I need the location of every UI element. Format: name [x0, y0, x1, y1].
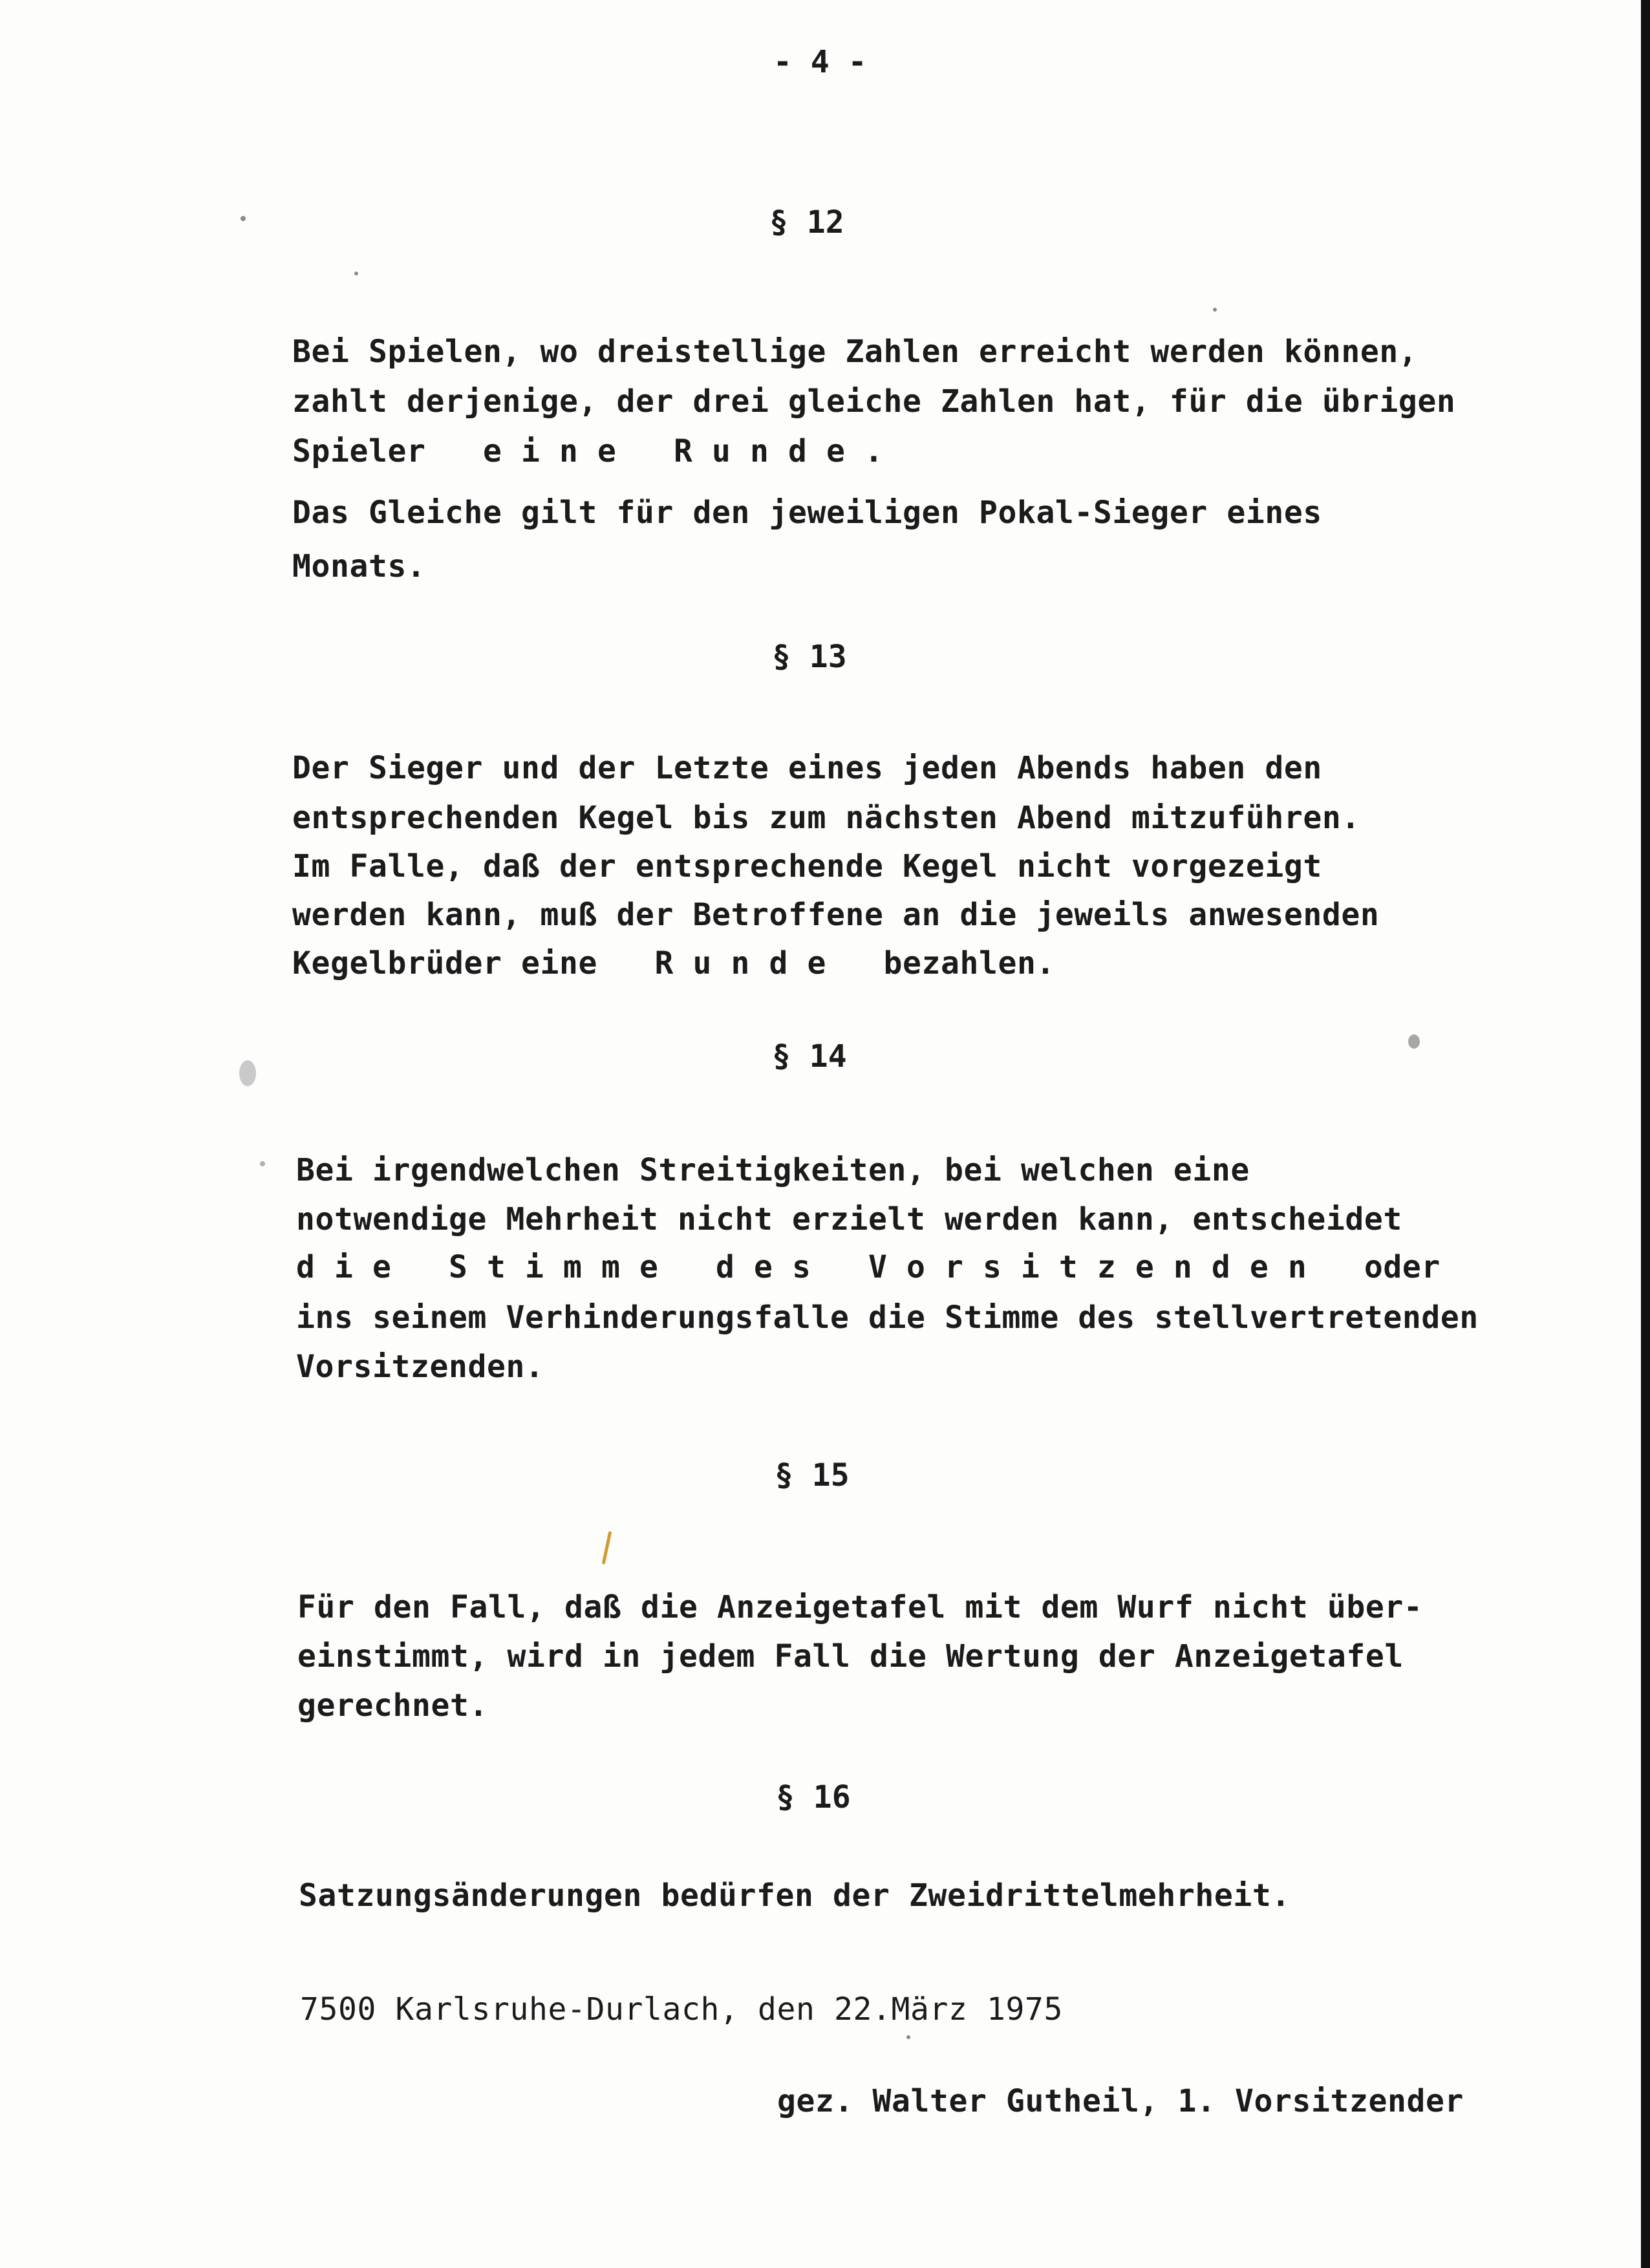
section-15-heading: § 15 — [775, 1457, 850, 1493]
section-14-line-3: d i e S t i m m e d e s V o r s i t z e n d e n oder — [296, 1249, 1441, 1285]
section-13-line-3: Im Falle, daß der entsprechende Kegel nicht vorgezeigt — [292, 848, 1322, 884]
section-13-line-4: werden kann, muß der Betroffene an die jeweils anwesenden — [292, 897, 1380, 933]
scan-speck — [1213, 308, 1217, 312]
section-14-heading: § 14 — [772, 1038, 847, 1075]
section-15-line-3: gerechnet. — [297, 1687, 488, 1724]
section-12-line-2: zahlt derjenige, der drei gleiche Zahlen hat, für die übrigen — [292, 383, 1456, 420]
scan-speck — [906, 2035, 910, 2039]
section-14-line-1: Bei irgendwelchen Streitigkeiten, bei welchen eine — [296, 1152, 1250, 1188]
scan-speck — [241, 216, 246, 221]
scan-speck — [354, 272, 358, 275]
section-14-line-4: ins seinem Verhinderungsfalle die Stimme des stellvertretenden — [296, 1300, 1479, 1336]
section-12-line-5: Monats. — [292, 548, 426, 584]
section-16-line-1: Satzungsänderungen bedürfen der Zweidrittelmehrheit. — [299, 1878, 1291, 1914]
section-12-line-3: Spieler e i n e R u n d e . — [292, 433, 884, 469]
section-12-heading: § 12 — [769, 204, 844, 241]
page-number: - 4 - — [773, 44, 867, 80]
section-16-heading: § 16 — [776, 1779, 851, 1815]
section-13-line-1: Der Sieger und der Letzte eines jeden Abends haben den — [292, 750, 1322, 786]
scan-edge — [1641, 0, 1650, 2268]
place-date: 7500 Karlsruhe-Durlach, den 22.März 1975 — [300, 1991, 1063, 2027]
section-13-heading: § 13 — [772, 639, 847, 675]
scan-smudge — [239, 1060, 256, 1086]
section-15-line-2: einstimmt, wird in jedem Fall die Wertung der Anzeigetafel — [297, 1638, 1404, 1674]
section-15-line-1: Für den Fall, daß die Anzeigetafel mit dem Wurf nicht über- — [297, 1589, 1423, 1625]
stray-mark — [602, 1531, 612, 1565]
section-14-line-5: Vorsitzenden. — [296, 1349, 544, 1385]
section-12-line-1: Bei Spielen, wo dreistellige Zahlen erreicht werden können, — [292, 334, 1418, 370]
section-13-line-5: Kegelbrüder eine R u n d e bezahlen. — [292, 945, 1055, 981]
section-12-line-4: Das Gleiche gilt für den jeweiligen Pokal-Sieger eines — [292, 495, 1322, 531]
section-13-line-2: entsprechenden Kegel bis zum nächsten Abend mitzuführen. — [292, 800, 1360, 836]
signature-line: gez. Walter Gutheil, 1. Vorsitzender — [777, 2083, 1464, 2119]
scan-smudge — [1408, 1034, 1420, 1049]
section-14-line-2: notwendige Mehrheit nicht erzielt werden kann, entscheidet — [296, 1201, 1402, 1237]
scan-speck — [260, 1161, 265, 1166]
